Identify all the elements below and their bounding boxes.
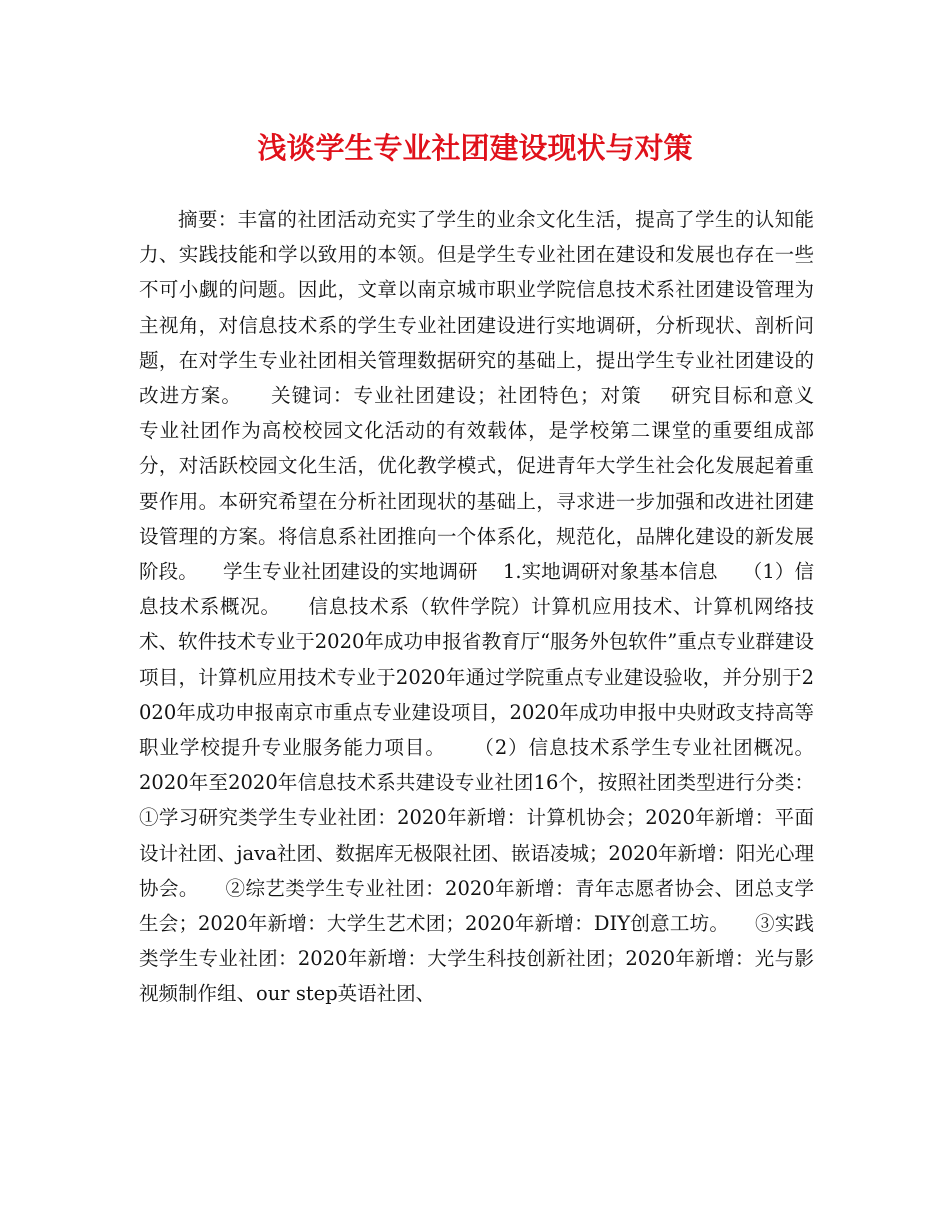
document-body: 摘要：丰富的社团活动充实了学生的业余文化生活，提高了学生的认知能力、实践技能和学以致用的本领。但是学生专业社团在建设和发展也存在一些不可小觑的问题。因此，文章以南京城市职业学院信息技术系社团建设管理为主视角，对信息技术系的学生专业社团建设进行实地调研，分析现状、剖析问题，在对学生专业社团相关管理数据研究的基础上，提出学生专业社团建设的改进方案。 关键词：专业社团建设；社团特色；对策 研究目标和意义 专业社团作为高校校园文化活动的有效载体，是学校第二课堂的重要组成部分，对活跃校园文化生活，优化教学模式，促进青年大学生社会化发展起着重要作用。本研究希望在分析社团现状的基础上，寻求进一步加强和改进社团建设管理的方案。将信息系社团推向一个体系化，规范化，品牌化建设的新发展阶段。 学生专业社团建设的实地调研 1.实地调研对象基本信息 （1）信息技术系概况。 信息技术系（软件学院）计算机应用技术、计算机网络技术、软件技术专业于2020年成功申报省教育厅“服务外包软件”重点专业群建设项目，计算机应用技术专业于2020年通过学院重点专业建设验收，并分别于2020年成功申报南京市重点专业建设项目，2020年成功申报中央财政支持高等职业学校提升专业服务能力项目。 （2）信息技术系学生专业社团概况。 2020年至2020年信息技术系共建设专业社团16个，按照社团类型进行分类：①学习研究类学生专业社团：2020年新增：计算机协会；2020年新增：平面设计社团、java社团、数据库无极限社团、嵌语凌城；2020年新增：阳光心理协会。 ②综艺类学生专业社团：2020年新增：青年志愿者协会、团总支学生会；2020年新增：大学生艺术团；2020年新增：DIY创意工坊。 ③实践类学生专业社团：2020年新增：大学生科技创新社团；2020年新增：光与影视频制作组、our step英语社团、 <box>139 208 839 1006</box>
document-title: 浅谈学生专业社团建设现状与对策 <box>257 131 693 165</box>
